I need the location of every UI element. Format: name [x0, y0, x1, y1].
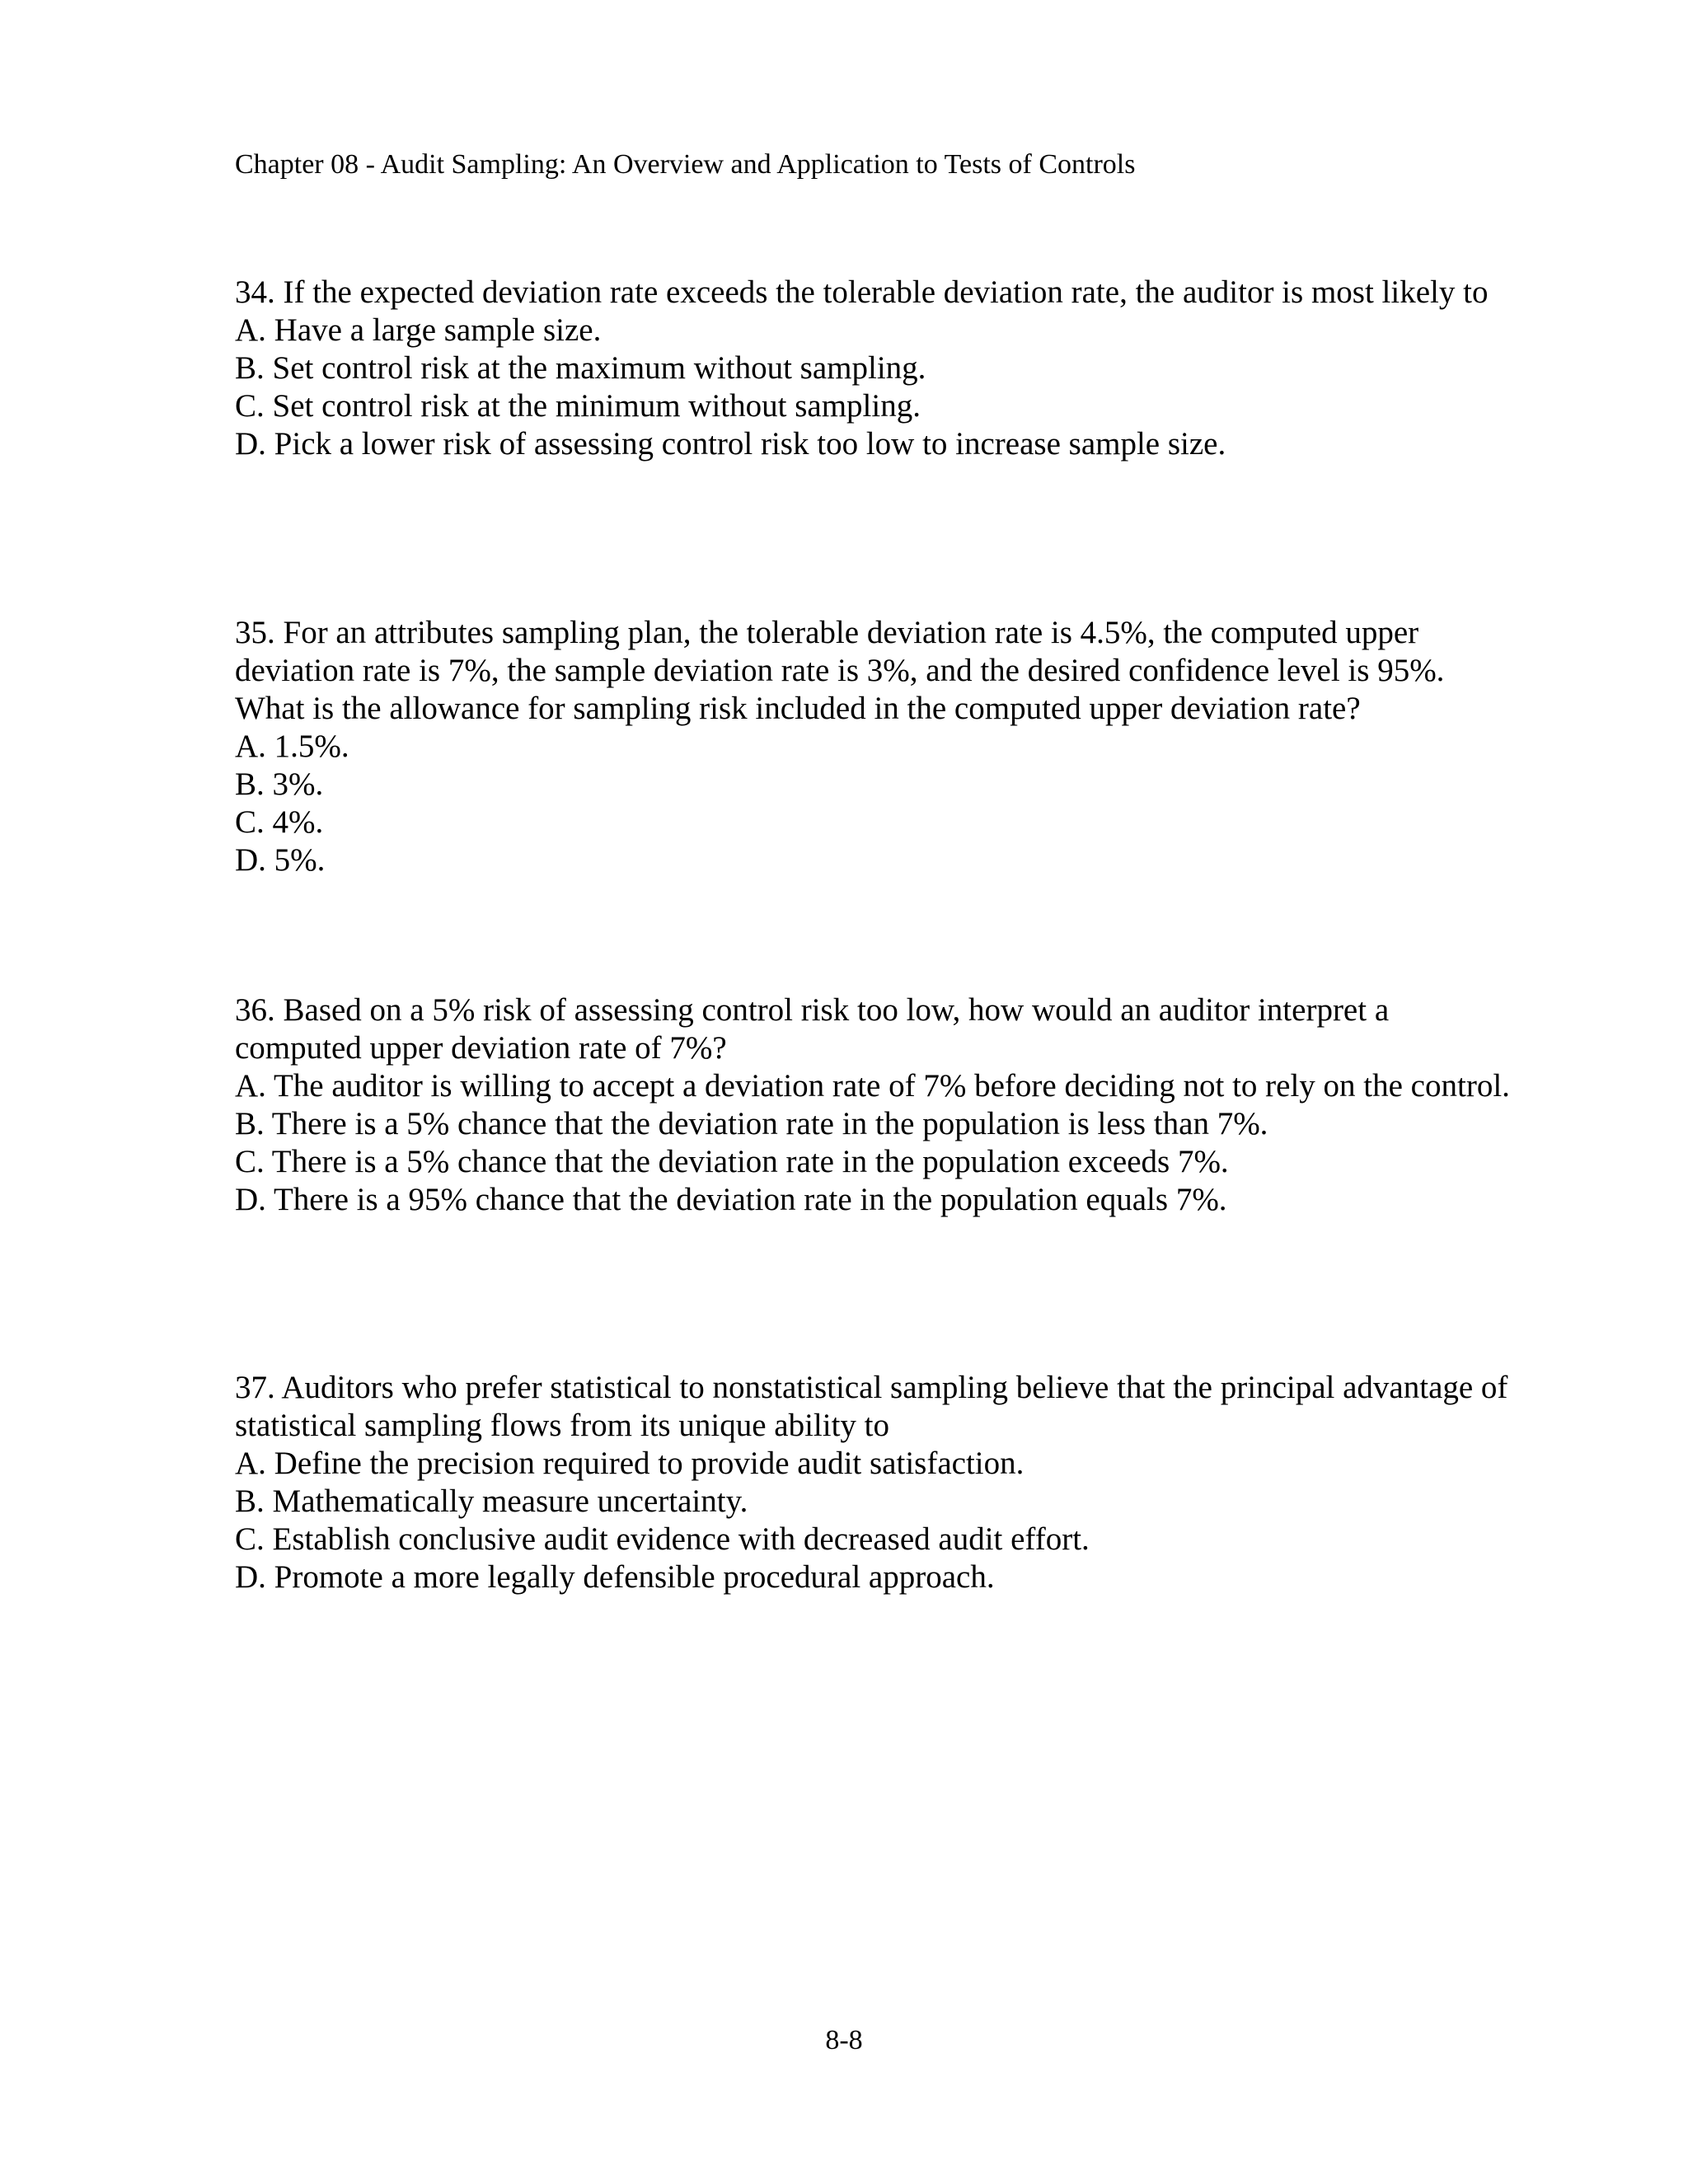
question-stem: 35. For an attributes sampling plan, the tolerable deviation rate is 4.5%, the computed upper deviation rate is 7%, the sample deviation rate is 3%, and the desired confidence level is 95%. What is the allowance for sampling risk included in the computed upper deviation rate?	[235, 615, 1445, 726]
answer-option-b: B. 3%.	[235, 766, 324, 802]
chapter-header: Chapter 08 - Audit Sampling: An Overview and Application to Tests of Controls	[235, 149, 1136, 180]
question-35	[235, 614, 1521, 879]
question-stem: 34. If the expected deviation rate exceeds the tolerable deviation rate, the auditor is most likely to	[235, 274, 1489, 310]
answer-option-c: C. 4%.	[235, 804, 324, 840]
answer-option-c: C. There is a 5% chance that the deviation rate in the population exceeds 7%.	[235, 1144, 1229, 1179]
answer-option-b: B. Set control risk at the maximum without sampling.	[235, 350, 926, 386]
question-37	[235, 1369, 1521, 1596]
answer-option-b: B. Mathematically measure uncertainty.	[235, 1483, 748, 1519]
answer-option-a: A. Define the precision required to provide audit satisfaction.	[235, 1446, 1025, 1481]
answer-option-c: C. Set control risk at the minimum without sampling.	[235, 388, 921, 424]
answer-option-d: D. Pick a lower risk of assessing control risk too low to increase sample size.	[235, 426, 1226, 462]
question-34	[235, 274, 1521, 463]
answer-option-d: D. 5%.	[235, 842, 326, 878]
answer-option-c: C. Establish conclusive audit evidence with decreased audit effort.	[235, 1521, 1090, 1557]
answer-option-b: B. There is a 5% chance that the deviation rate in the population is less than 7%.	[235, 1106, 1268, 1141]
answer-option-a: A. Have a large sample size.	[235, 312, 602, 348]
answer-option-a: A. The auditor is willing to accept a deviation rate of 7% before deciding not to rely on the control.	[235, 1068, 1510, 1104]
answer-option-a: A. 1.5%.	[235, 729, 349, 764]
question-stem: 37. Auditors who prefer statistical to nonstatistical sampling believe that the principal advantage of statistical sampling flows from its unique ability to	[235, 1370, 1508, 1443]
question-stem: 36. Based on a 5% risk of assessing control risk too low, how would an auditor interpret a computed upper deviation rate of 7%?	[235, 992, 1390, 1066]
answer-option-d: D. Promote a more legally defensible procedural approach.	[235, 1559, 995, 1595]
question-36	[235, 991, 1521, 1219]
answer-option-d: D. There is a 95% chance that the deviation rate in the population equals 7%.	[235, 1182, 1227, 1217]
page-number: 8-8	[825, 2025, 863, 2055]
